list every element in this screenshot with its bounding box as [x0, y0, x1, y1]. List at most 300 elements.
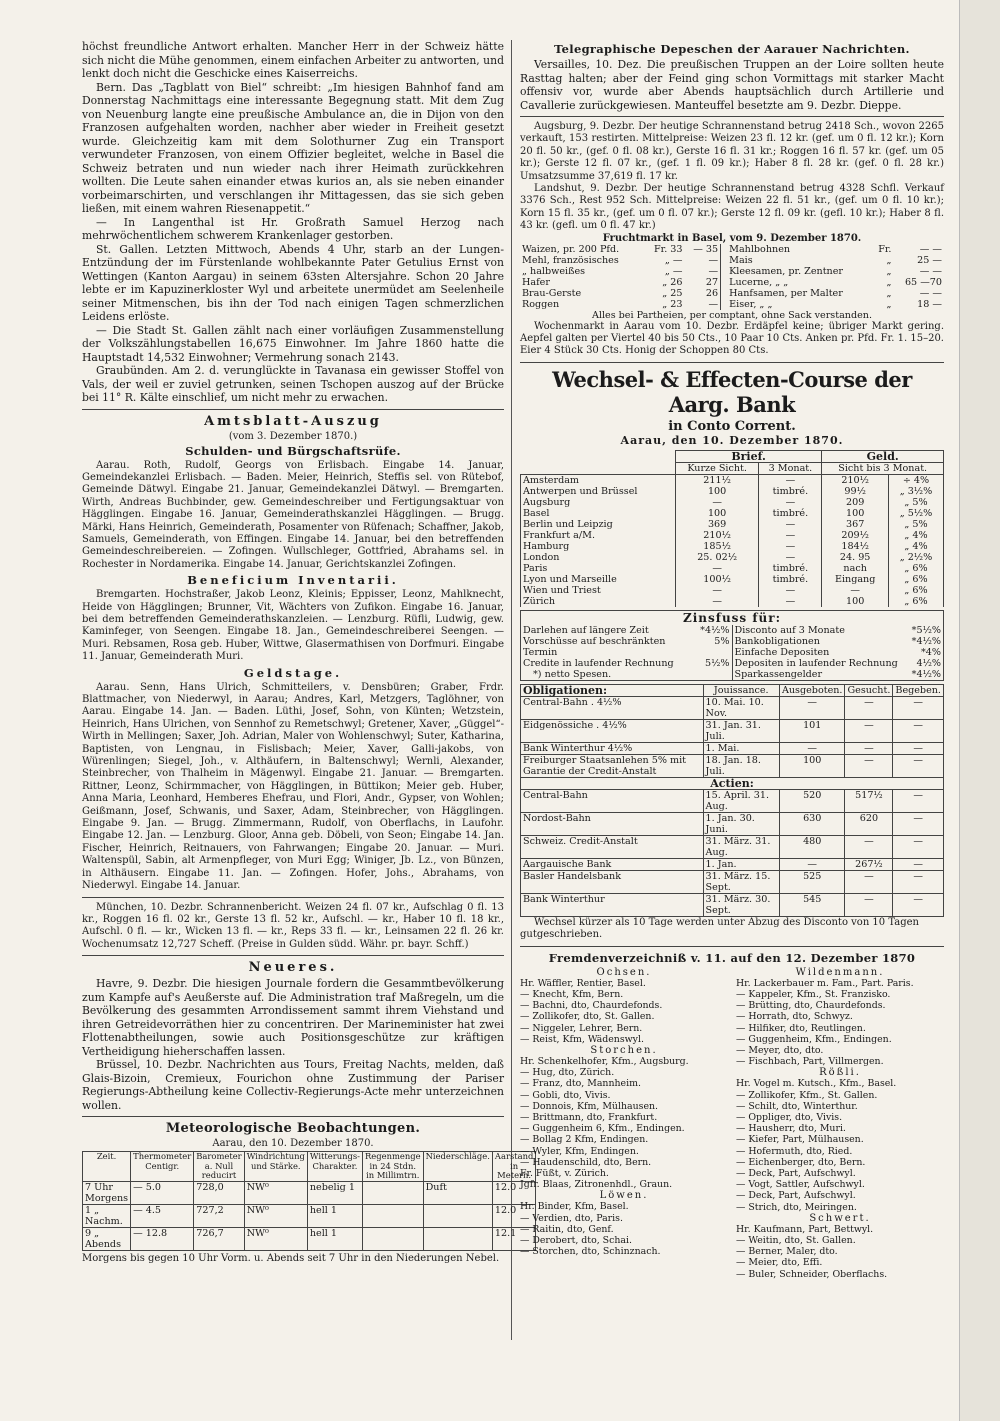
exchange-row	[521, 585, 944, 596]
exchange-value: „ 6%	[888, 574, 943, 585]
guest-entry: — Wyler, Kfm, Endingen.	[520, 1145, 639, 1157]
meteo-subtitle: Aarau, den 10. Dezember 1870.	[212, 1138, 374, 1150]
zinsfuss-rate: *4½%	[700, 624, 730, 636]
meteo-cell: nebelig 1	[307, 1181, 362, 1204]
exchange-value: „ 5%	[888, 497, 943, 508]
guest-entry: — Hausherr, dto, Muri.	[736, 1123, 846, 1135]
meteo-cell	[423, 1204, 492, 1227]
meteo-cell: NW⁰	[244, 1204, 307, 1227]
guest-entry: Fr. Füßt, v. Zürich.	[520, 1167, 609, 1179]
bank-date: Aarau, den 10. Dezember 1870.	[620, 433, 844, 447]
exchange-value: —	[759, 497, 822, 508]
zinsfuss-label: Depositen in laufender Rechnung	[734, 657, 898, 669]
divider	[82, 955, 504, 956]
fruchtmarkt-cell: „ halbweißes	[522, 265, 586, 277]
exchange-place: Augsburg	[521, 497, 676, 508]
article-st-gallen-census: — Die Stadt St. Gallen zählt nach einer vorläufigen Zusammenstellung der Volkszählungstabellen 16,675 Einwohner. Im Jahre 1860 hatte die Hauptstadt 14,532 Einwohner; Vermehrung sonach 2143.	[82, 323, 504, 364]
actie-cell: 15. April. 31. Aug.	[703, 789, 779, 812]
exchange-place: Lyon und Marseille	[521, 574, 676, 585]
exchange-value: 100	[675, 508, 759, 519]
fruchtmarkt-cell: —	[708, 265, 719, 277]
meteo-cell: Duft	[423, 1181, 492, 1204]
exchange-value: —	[675, 563, 759, 574]
fruchtmarkt-cell: — —	[919, 243, 942, 255]
exchange-place: Paris	[521, 563, 676, 574]
guest-entry: — Niggeler, Lehrer, Bern.	[520, 1022, 643, 1034]
zinsfuss-rate: *5½%	[911, 624, 941, 636]
meteo-cell: 12.1	[492, 1227, 535, 1250]
fruchtmarkt-cell: Waizen, pr. 200 Pfd.	[522, 243, 620, 255]
exchange-value: Eingang	[822, 574, 889, 585]
guest-entry: — Bachni, dto, Chaurdefonds.	[520, 1000, 663, 1012]
fruchtmarkt-cell: 25 —	[917, 254, 942, 266]
hotel-name: Storchen.	[590, 1044, 658, 1056]
obligation-cell: —	[845, 754, 893, 777]
guest-entry: — Eichenberger, dto, Bern.	[736, 1156, 866, 1168]
exchange-row	[521, 474, 944, 486]
guest-entry: — Oppliger, dto, Vivis.	[736, 1111, 843, 1123]
article-bern: Bern. Das „Tagblatt von Biel“ schreibt: „Im hiesigen Bahnhof fand am Donnerstag Nachmittags eine interessante Begegnung statt. Mit dem Zug von Neuenburg langte eine preußische Ambulance an, die in Dijon von den Franzosen aufgehalten worden, nachher aber wieder in Freiheit gesetzt wurde. Gleichzeitig kam mit dem Solothurner Zug ein Transport verwundeter Franzosen, von einem Offizier begleitet, welche in Basel die Schweiz betraten und nun wieder nach ihrer Heimath zurückkehren wollten. Die Leute sahen einander etwas kurios an, als sie neben einander vorbeimarschirten, und verschlangen ihr Mittagessen, das sie sich geben ließen, mit einem wahren Riesenappetit.“	[82, 80, 504, 215]
exchange-value: —	[675, 497, 759, 508]
zinsfuss-rate: 5%	[714, 635, 730, 647]
zinsfuss-label: Disconto auf 3 Monate	[734, 624, 845, 636]
fruchtmarkt-cell: „ 25	[662, 287, 683, 299]
actie-cell: 267½	[845, 858, 893, 870]
fruchtmarkt-cell: Kleesamen, pr. Zentner	[729, 265, 844, 277]
guest-entry: — Vogt, Sattler, Aufschwyl.	[736, 1179, 865, 1191]
exchange-value: „ 4%	[888, 541, 943, 552]
exchange-value: 184½	[822, 541, 889, 552]
guest-entry: — Guggenheim 6, Kfm., Endingen.	[520, 1123, 685, 1135]
exchange-value: —	[675, 585, 759, 596]
zinsfuss-row	[521, 625, 732, 636]
zinsfuss-note: *) netto Spesen.	[533, 668, 612, 680]
meteo-cell	[362, 1227, 423, 1250]
exchange-place: Frankfurt a/M.	[521, 530, 676, 541]
exchange-row	[521, 519, 944, 530]
guest-entry: — Donnois, Kfm, Mülhausen.	[520, 1100, 659, 1112]
exchange-value: —	[822, 585, 889, 596]
guest-entry: Hr. Vogel m. Kutsch., Kfm., Basel.	[736, 1078, 897, 1090]
exchange-place: Amsterdam	[521, 474, 676, 486]
fruchtmarkt-cell: 27	[705, 276, 719, 288]
beneficium-title: Beneficium Inventarii.	[187, 573, 399, 588]
guest-entry: Hr. Lackerbauer m. Fam., Part. Paris.	[736, 977, 914, 989]
guest-entry: — Brütting, dto, Chaurdefonds.	[736, 1000, 886, 1012]
exchange-value: „ 6%	[888, 563, 943, 574]
guest-entry: — Guggenheim, Kfm., Endingen.	[736, 1033, 892, 1045]
obligation-cell: 1. Mai.	[703, 742, 779, 754]
hotel-name: Rößli.	[819, 1067, 861, 1079]
actie-cell: 630	[779, 812, 845, 835]
telegraph-title: Telegraphische Depeschen der Aarauer Nachrichten.	[554, 42, 910, 56]
exchange-value: —	[675, 596, 759, 607]
guest-entry: — Hofermuth, dto, Ried.	[736, 1145, 853, 1157]
geld-header: Geld.	[822, 450, 944, 462]
column-rule	[511, 40, 512, 1340]
divider	[82, 897, 504, 898]
divider	[520, 946, 944, 947]
obligation-cell: 101	[779, 719, 845, 742]
exchange-value: 100	[675, 486, 759, 497]
geldstage-text: Aarau. Senn, Hans Ulrich, Schmitteilers, v. Densbüren; Graber, Frdr. Blattmacher, von Niederwyl, in Aarau; Andres, Karl, Metzgers, Taglöhner, von Aarau. Eingabe 14. Jan. — Baden. Lüthi, Josef, Sohn, von Künten; Wetzstein, Heinrich, Hans Ulrichen, von Sennhof zu Remetschwyl; Gretener, Xaver, „Güggel“-Wirth in Mellingen; Saxer, Joh. Adrian, Maler von Wohlenschwyl; Suter, Katharina, Baptisten, von Lengnau, in Fislisbach; Meier, Xaver, Galli-jakobs, von Würenlingen; Siegel, Joh., v. Althäufern, in Baltenschwyl; Wernli, Alexander, Steinbrecher, von Thalheim in Mägenwyl. Eingabe 21. Januar. — Bremgarten. Rittner, Leonz, Schirmmacher, von Hägglingen, in Büttikon; Meier geb. Huber, Anna Maria, Leonhard, Hemberes Ehefrau, und Flori, Andr., Gypser, von Wohlen; Geißmann, Josef, Schwanis, und Saxer, Adam, Steinbrecher, von Hägglingen. Eingabe 9. Jan. — Brugg. Zimmermann, Rudolf, von Oberflachs, in Laufohr. Eingabe 12. Jan. — Lenzburg. Gloor, Anna geb. Döbeli, von Seon; Eingabe 14. Jan. Fischer, Heinrich, Reitnauers, von Fahrwangen; Eingabe 20. Januar. — Muri. Waltenspül, Sabin, alt Armenpfleger, von Muri Egg; Winiger, Jb. Lz., von Bünzen, in Althäusern. Eingabe 11. Jan. — Zofingen. Hofer, Johs., Abrahams, von Niederwyl. Eingabe 14. Januar.	[82, 681, 504, 892]
exchange-place: Zürich	[521, 596, 676, 607]
exchange-value: „ 5%	[888, 519, 943, 530]
meteo-col-header: Thermometer Centigr.	[131, 1152, 194, 1182]
exchange-row	[521, 508, 944, 519]
bank-title: Wechsel- & Effecten-Course der Aarg. Bank	[552, 366, 912, 417]
fruchtmarkt-cell: Mehl, französisches	[522, 254, 619, 266]
actie-row	[521, 893, 944, 916]
actie-row	[521, 858, 944, 870]
landshut-report: Landshut, 9. Dezbr. Der heutige Schrannenstand betrug 4328 Schfl. Verkauf 3376 Sch., Rest 952 Sch. Mittelpreise: Weizen 22 fl. 51 kr., (gef. um 0 fl. 10 kr.); Korn 15 fl. 35 kr., (gef. um 0 fl. 07 kr.); Gerste 12 fl. 09 kr. (gefl. 10 kr.); Haber 8 fl. 43 kr. (gefl. um 0 fl. 47 kr.)	[520, 183, 944, 232]
actie-cell: Central-Bahn	[521, 789, 704, 812]
guest-entry: — Deck, Part, Aufschwyl.	[736, 1167, 856, 1179]
exchange-value: timbré.	[759, 574, 822, 585]
obligation-cell: —	[893, 742, 944, 754]
obligation-cell: —	[893, 696, 944, 719]
article-st-gallen: St. Gallen. Letzten Mittwoch, Abends 4 Uhr, starb an der Lungen-Entzündung der im Fürstenlande wohlbekannte Pater Getulius Ernst von Wettingen (Kanton Aargau) in seinem 63sten Altersjahre. Schon 20 Jahre lebte er im Kapuzinerkloster Wyl und arbeitete unermüdet am Seelenheile seiner Mitmenschen, bis ihn der Tod nach einigen Tagen schmerzlichen Leidens erlöste.	[82, 242, 504, 323]
exchange-value: 25. 02½	[675, 552, 759, 563]
actie-row	[521, 812, 944, 835]
exchange-value: „ 6%	[888, 596, 943, 607]
augsburg-report: Augsburg, 9. Dezbr. Der heutige Schrannenstand betrug 2418 Sch., wovon 2265 verkauft, 153 restirten. Mittelpreise: Weizen 23 fl. 12 kr. (gef. um 0 fl. 12 kr.); Korn 20 fl. 50 kr., (gef. 0 fl. 08 kr.), Gerste 16 fl. 31 kr.; Roggen 16 fl. 57 kr. (gef. um 05 kr.); Gerste 12 fl. 07 kr., (gef. 1 fl. 09 kr.); Haber 8 fl. 28 kr. (gef. 0 fl. 28 kr.) Umsatzsumme 37,619 fl. 17 kr.	[520, 121, 944, 182]
actie-cell: 1. Jan. 30. Juni.	[703, 812, 779, 835]
exchange-value: 24. 95	[822, 552, 889, 563]
amtsblatt-title: Amtsblatt-Auszug	[204, 413, 382, 429]
guest-entry: — Bollag 2 Kfm, Endingen.	[520, 1134, 649, 1146]
zinsfuss-rate: *4½%	[911, 668, 941, 680]
fruchtmarkt-cell: „	[886, 265, 892, 277]
exchange-value: timbré.	[759, 563, 822, 574]
hotel-name: Ochsen.	[596, 966, 652, 978]
zinsfuss-row	[521, 658, 732, 669]
divider	[82, 409, 504, 410]
exchange-place: Wien und Triest	[521, 585, 676, 596]
fruchtmarkt-cell: Roggen	[522, 298, 560, 310]
zinsfuss-row	[733, 625, 944, 636]
amtsblatt-date: (vom 3. Dezember 1870.)	[228, 430, 358, 442]
meteo-cell: 727,2	[194, 1204, 244, 1227]
exchange-value: „ 6%	[888, 585, 943, 596]
exchange-table	[520, 450, 944, 607]
zinsfuss-row	[733, 647, 944, 658]
exchange-value: 367	[822, 519, 889, 530]
meteo-cell: hell 1	[307, 1204, 362, 1227]
article-havre: Havre, 9. Dezbr. Die hiesigen Journale fordern die Gesammtbevölkerung zum Kampfe auf's Aeußerste auf. Die Administration traf Maßregeln, um die Bevölkerung des gesammten Arrondissement sammt ihrem Viehstand und ihren Getreidevorräthen hier zu concentriren. Der Marineminister hat zwei Flottenabtheilungen, sowie auch Positionsgeschütze zur kräftigen Vertheidigung hieherschaffen lassen.	[82, 977, 504, 1058]
fruchtmarkt-cell: — —	[919, 265, 942, 277]
actie-cell: 525	[779, 870, 845, 893]
guest-entry: — Zollikofer, Kfm., St. Gallen.	[736, 1089, 878, 1101]
obligation-cell: Bank Winterthur 4½%	[521, 742, 704, 754]
fruchtmarkt-cell: Lucerne, „ „	[729, 276, 789, 288]
meteo-table	[82, 1151, 536, 1251]
exchange-place: London	[521, 552, 676, 563]
exchange-row	[521, 530, 944, 541]
left-column	[82, 40, 534, 1265]
bank-footnote: Wechsel kürzer als 10 Tage werden unter Abzug des Disconto von 10 Tagen gutgeschrieben.	[520, 916, 919, 941]
guest-entry: — Knecht, Kfm, Bern.	[520, 988, 624, 1000]
meteo-cell: — 5.0	[131, 1181, 194, 1204]
obligation-cell: —	[779, 696, 845, 719]
zinsfuss-label: Bankobligationen	[734, 635, 820, 647]
meteo-cell: 12.0	[492, 1204, 535, 1227]
fruchtmarkt-cell: „ —	[664, 254, 683, 266]
meteo-cell	[362, 1204, 423, 1227]
fruchtmarkt-row	[520, 255, 944, 266]
actie-cell: —	[845, 835, 893, 858]
sicht-header: Sicht bis 3 Monat.	[822, 462, 944, 474]
exchange-value: „ 2½%	[888, 552, 943, 563]
guest-entry: — Berner, Maler, dto.	[736, 1246, 838, 1258]
meteo-cell: 12.0	[492, 1181, 535, 1204]
meteo-cell: 7 Uhr Morgens	[83, 1181, 131, 1204]
guest-entry: Hr. Wäffler, Rentier, Basel.	[520, 977, 646, 989]
meteo-row	[83, 1181, 536, 1204]
obligation-cell: —	[893, 719, 944, 742]
exchange-row	[521, 486, 944, 497]
obligationen-col-header: Obligationen:	[521, 684, 704, 696]
page-edge	[959, 0, 1000, 1421]
obligation-cell: —	[845, 696, 893, 719]
guest-entry: Hr. Binder, Kfm, Basel.	[520, 1201, 629, 1213]
divider	[82, 1116, 504, 1117]
3monat-header: 3 Monat.	[759, 462, 822, 474]
fruchtmarkt-row	[520, 244, 944, 255]
obligation-row	[521, 754, 944, 777]
fruchtmarkt-cell: —	[708, 254, 719, 266]
guest-entry: Jgfr. Blaas, Zitronenhdl., Graun.	[520, 1179, 673, 1191]
obligationen-col-header: Begeben.	[893, 684, 944, 696]
zinsfuss-rate: *4%	[920, 646, 941, 658]
actie-cell: 517½	[845, 789, 893, 812]
obligation-row	[521, 742, 944, 754]
exchange-value: 209½	[822, 530, 889, 541]
actie-cell: Aargauische Bank	[521, 858, 704, 870]
meteo-cell: NW⁰	[244, 1181, 307, 1204]
meteo-cell	[362, 1181, 423, 1204]
meteo-cell	[423, 1227, 492, 1250]
article-graubuenden: Graubünden. Am 2. d. verunglückte in Tavanasa ein gewisser Stoffel von Vals, der weil er zuviel getrunken, seinen Tschopen auszog auf der Brücke bei 11° R. Kälte einschlief, um nicht mehr zu erwachen.	[82, 364, 504, 404]
exchange-value: 100½	[675, 574, 759, 585]
wochenmarkt-report: Wochenmarkt in Aarau vom 10. Dezbr. Erdäpfel keine; übriger Markt gering. Aepfel galten per Viertel 40 bis 50 Cts., 10 Paar 10 Cts. Anken pr. Pfd. Fr. 1. 15–20. Eier 4 Stück 30 Cts. Honig der Schoppen 80 Cts.	[520, 320, 944, 357]
guest-entry: — Zollikofer, dto, St. Gallen.	[520, 1011, 655, 1023]
fruchtmarkt-cell: Fr. 33	[654, 243, 683, 255]
obligation-cell: Eidgenössiche . 4½%	[521, 719, 704, 742]
exchange-value: nach	[822, 563, 889, 574]
exchange-place: Basel	[521, 508, 676, 519]
exchange-place: Hamburg	[521, 541, 676, 552]
zinsfuss-rate: 4½%	[916, 657, 941, 669]
fruchtmarkt-cell: 26	[705, 287, 719, 299]
exchange-value: timbré.	[759, 486, 822, 497]
exchange-place: Antwerpen und Brüssel	[521, 486, 676, 497]
guest-entry: — Gobli, dto, Vivis.	[520, 1089, 611, 1101]
actie-cell: Nordost-Bahn	[521, 812, 704, 835]
fruchtmarkt-cell: Mahlbohnen	[729, 243, 791, 255]
right-column	[520, 40, 944, 1280]
obligation-cell: —	[845, 719, 893, 742]
guest-entry: — Meier, dto, Effi.	[736, 1257, 823, 1269]
fruchtmarkt-cell: „ 26	[662, 276, 683, 288]
fruchtmarkt-cell: „ —	[664, 265, 683, 277]
actie-cell: 620	[845, 812, 893, 835]
guest-entry: — Hilfiker, dto, Reutlingen.	[736, 1022, 866, 1034]
exchange-value: —	[759, 530, 822, 541]
obligation-cell: 31. Jan. 31. Juli.	[703, 719, 779, 742]
exchange-row	[521, 596, 944, 607]
guest-entry: — Raitin, dto, Genf.	[520, 1223, 614, 1235]
actie-row	[521, 870, 944, 893]
exchange-value: timbré.	[759, 508, 822, 519]
fruchtmarkt-cell: Brau-Gerste	[522, 287, 582, 299]
actie-cell: —	[893, 789, 944, 812]
guest-entry: — Reist, Kfm, Wädenswyl.	[520, 1033, 644, 1045]
actien-header: Actien:	[521, 777, 944, 789]
divider	[520, 116, 944, 117]
guest-entry: — Hug, dto, Zürich.	[520, 1067, 615, 1079]
actie-cell: —	[893, 870, 944, 893]
fruchtmarkt-row	[520, 288, 944, 299]
obligation-cell: —	[893, 754, 944, 777]
fruchtmarkt-cell: „	[886, 287, 892, 299]
obligationen-table	[520, 684, 944, 917]
fruchtmarkt-cell: — 35	[693, 243, 719, 255]
exchange-value: —	[759, 519, 822, 530]
obligationen-col-header: Ausgeboten.	[779, 684, 845, 696]
obligationen-col-header: Jouissance.	[703, 684, 779, 696]
article-intro: höchst freundliche Antwort erhalten. Mancher Herr in der Schweiz hätte sich nicht die Mühe genommen, einem einfachen Arbeiter zu antworten, und lenkt doch nicht die Geschicke eines Kaiserreichs.	[82, 40, 504, 80]
zinsfuss-rate: 5½%	[704, 657, 730, 669]
meteo-col-header: Witterungs-Charakter.	[307, 1152, 362, 1182]
exchange-value: 369	[675, 519, 759, 530]
obligationen-col-header: Gesucht.	[845, 684, 893, 696]
exchange-value: —	[759, 541, 822, 552]
meteo-footnote: Morgens bis gegen 10 Uhr Vorm. u. Abends seit 7 Uhr in den Niederungen Nebel.	[82, 1252, 500, 1264]
meteo-col-header: Regenmenge in 24 Stdn. in Millimtrn.	[362, 1152, 423, 1182]
exchange-row	[521, 552, 944, 563]
actie-cell: 31. März. 15. Sept.	[703, 870, 779, 893]
exchange-row	[521, 497, 944, 508]
bank-subtitle: in Conto Corrent.	[668, 418, 796, 434]
meteo-cell: — 12.8	[131, 1227, 194, 1250]
actie-cell: Bank Winterthur	[521, 893, 704, 916]
meteo-cell: 726,7	[194, 1227, 244, 1250]
actie-cell: —	[893, 812, 944, 835]
exchange-row	[521, 574, 944, 585]
muenchen-report: München, 10. Dezbr. Schrannenbericht. Weizen 24 fl. 07 kr., Aufschlag 0 fl. 13 kr., Roggen 16 fl. 02 kr., Gerste 13 fl. 52 kr., Aufschl. — kr., Haber 10 fl. 18 kr., Aufschl. 0 fl. — kr., Wicken 13 fl. — kr., Reps 33 fl. — kr., Leinsamen 22 fl. 26 kr. Wochenumsatz 12,727 Scheff. (Preise in Gulden südd. Währ. pr. bayr. Schff.)	[82, 901, 504, 950]
zinsfuss-row	[521, 636, 732, 658]
exchange-value: 100	[822, 596, 889, 607]
exchange-row	[521, 541, 944, 552]
hotel-name: Löwen.	[599, 1190, 649, 1202]
guest-entry: — Franz, dto, Mannheim.	[520, 1078, 641, 1090]
guest-entry: — Derobert, dto, Schai.	[520, 1234, 632, 1246]
guest-entry: — Brittmann, dto, Frankfurt.	[520, 1111, 658, 1123]
fruchtmarkt-cell: „ 23	[662, 298, 683, 310]
fruchtmarkt-cell: „	[886, 276, 892, 288]
schulden-text: Aarau. Roth, Rudolf, Georgs von Erlisbach. Eingabe 14. Januar, Gemeindekanzlei Erlisbach. — Baden. Meier, Heinrich, Steffis sel. von Rütebof, Gemeinde Dätwyl. Eingabe 21. Januar, Gemeindekanzlei Dätwyl. — Bremgarten. Wirth, Andreas Buchbinder, gew. Gemeindeschreiber und Fertigungsaktuar von Hägglingen. Eingabe 16. Januar, Gemeinderathskanzlei Hägglingen. — Brugg. Märki, Hans Heinrich, Gemeinderath, Posamenter von Rüfenach; Schaffner, Jakob, Samuels, Gemeinderath, von Effingen. Eingabe 14. Januar, bei den betreffenden Gemeindeschreibereien. — Zofingen. Wullschleger, Gottfried, Abrahams sel. in Rochester in Nordamerika. Eingabe 14. Januar, Gerichtskanzlei Zofingen.	[82, 459, 504, 570]
guest-entry: — Schilt, dto, Winterthur.	[736, 1100, 858, 1112]
obligation-cell: —	[779, 742, 845, 754]
actie-cell: —	[893, 835, 944, 858]
guest-entry: — Kappeler, Kfm., St. Franzisko.	[736, 988, 891, 1000]
exchange-value: —	[759, 596, 822, 607]
fruchtmarkt-cell: 65 —70	[904, 276, 942, 288]
meteo-col-header: Zeit.	[83, 1152, 131, 1182]
geldstage-title: Geldstage.	[243, 665, 343, 680]
fruchtmarkt-title: Fruchtmarkt in Basel, vom 9. Dezember 1870.	[602, 232, 862, 244]
fruchtmarkt-cell: Fr.	[878, 243, 892, 255]
fruchtmarkt-cell: Mais	[729, 254, 753, 266]
fruchtmarkt-cell: — —	[919, 287, 942, 299]
fruchtmarkt-cell: Eiser, „ „	[729, 298, 773, 310]
meteo-cell: 728,0	[194, 1181, 244, 1204]
exchange-value: ÷ 4%	[888, 474, 943, 486]
zinsfuss-row	[733, 636, 944, 647]
exchange-place: Berlin und Leipzig	[521, 519, 676, 530]
guest-entry: — Storchen, dto, Schinznach.	[520, 1246, 661, 1258]
exchange-value: 100	[822, 508, 889, 519]
guest-entry: — Verdien, dto, Paris.	[520, 1212, 623, 1224]
meteo-col-header: Barometer a. Null reducirt	[194, 1152, 244, 1182]
guest-entry: Hr. Schenkelhofer, Kfm., Augsburg.	[520, 1055, 689, 1067]
exchange-value: 185½	[675, 541, 759, 552]
schulden-title: Schulden- und Bürgschaftsrüfe.	[185, 443, 401, 458]
fruchtmarkt-row	[520, 277, 944, 288]
fruchtmarkt-cell: „	[886, 254, 892, 266]
actie-row	[521, 835, 944, 858]
divider	[520, 362, 944, 363]
article-bruessel: Brüssel, 10. Dezbr. Nachrichten aus Tours, Freitag Nachts, melden, daß Glais-Bizoin, Cremieux, Fourichon ohne Zustimmung der Pariser Regierungs-Abtheilung keine Collectiv-Regierungs-Acte mehr unterzeichnen wollen.	[82, 1058, 504, 1112]
meteo-cell: NW⁰	[244, 1227, 307, 1250]
exchange-value: „ 3½%	[888, 486, 943, 497]
meteo-cell: hell 1	[307, 1227, 362, 1250]
guest-entry: — Kiefer, Part, Mülhausen.	[736, 1134, 864, 1146]
zinsfuss-label: Einfache Depositen	[734, 646, 830, 658]
kurz-header: Kurze Sicht.	[675, 462, 759, 474]
actie-row	[521, 789, 944, 812]
zinsfuss-box	[520, 610, 944, 681]
exchange-value: 99½	[822, 486, 889, 497]
meteo-col-header: Windrichtung und Stärke.	[244, 1152, 307, 1182]
exchange-value: 210½	[822, 474, 889, 486]
beneficium-text: Bremgarten. Hochstraßer, Jakob Leonz, Kleinis; Eppisser, Leonz, Mahlknecht, Heide von Hägglingen; Brunner, Vit, Wächters von Zufikon. Eingabe 16. Januar, bei dem betreffenden Gemeinderathskanzleien. — Lenzburg. Rüfli, Ludwig, gew. Kaminfeger, von Seengen. Eingabe 18. Jan., Gemeindeschreiberei Seengen. — Muri. Rebsamen, Rosa geb. Huber, Wittwe, Glasermathisen von Dorfmuri. Eingabe 11. Januar, Gemeinderath Muri.	[82, 589, 504, 663]
exchange-value: —	[759, 552, 822, 563]
zinsfuss-row	[733, 658, 944, 669]
exchange-value: —	[759, 474, 822, 486]
brief-header: Brief.	[675, 450, 822, 462]
exchange-value: —	[759, 585, 822, 596]
zinsfuss-rate: *4½%	[911, 635, 941, 647]
actie-cell: 480	[779, 835, 845, 858]
meteo-cell: 1 „ Nachm.	[83, 1204, 131, 1227]
fruchtmarkt-table	[520, 244, 944, 310]
obligation-cell: 100	[779, 754, 845, 777]
fruchtmarkt-row	[520, 266, 944, 277]
meteo-cell: 9 „ Abends	[83, 1227, 131, 1250]
exchange-value: „ 5½%	[888, 508, 943, 519]
actie-cell: —	[893, 893, 944, 916]
hotel-name: Schwert.	[809, 1212, 871, 1224]
guest-entry: — Fischbach, Part, Villmergen.	[736, 1056, 884, 1068]
fruchtmarkt-cell: „	[886, 298, 892, 310]
exchange-value: 209	[822, 497, 889, 508]
meteo-col-header: Aarstand in Metern.	[492, 1152, 535, 1182]
exchange-row	[521, 563, 944, 574]
actie-cell: 545	[779, 893, 845, 916]
zinsfuss-label: Vorschüsse auf beschränkten Termin	[523, 635, 666, 658]
